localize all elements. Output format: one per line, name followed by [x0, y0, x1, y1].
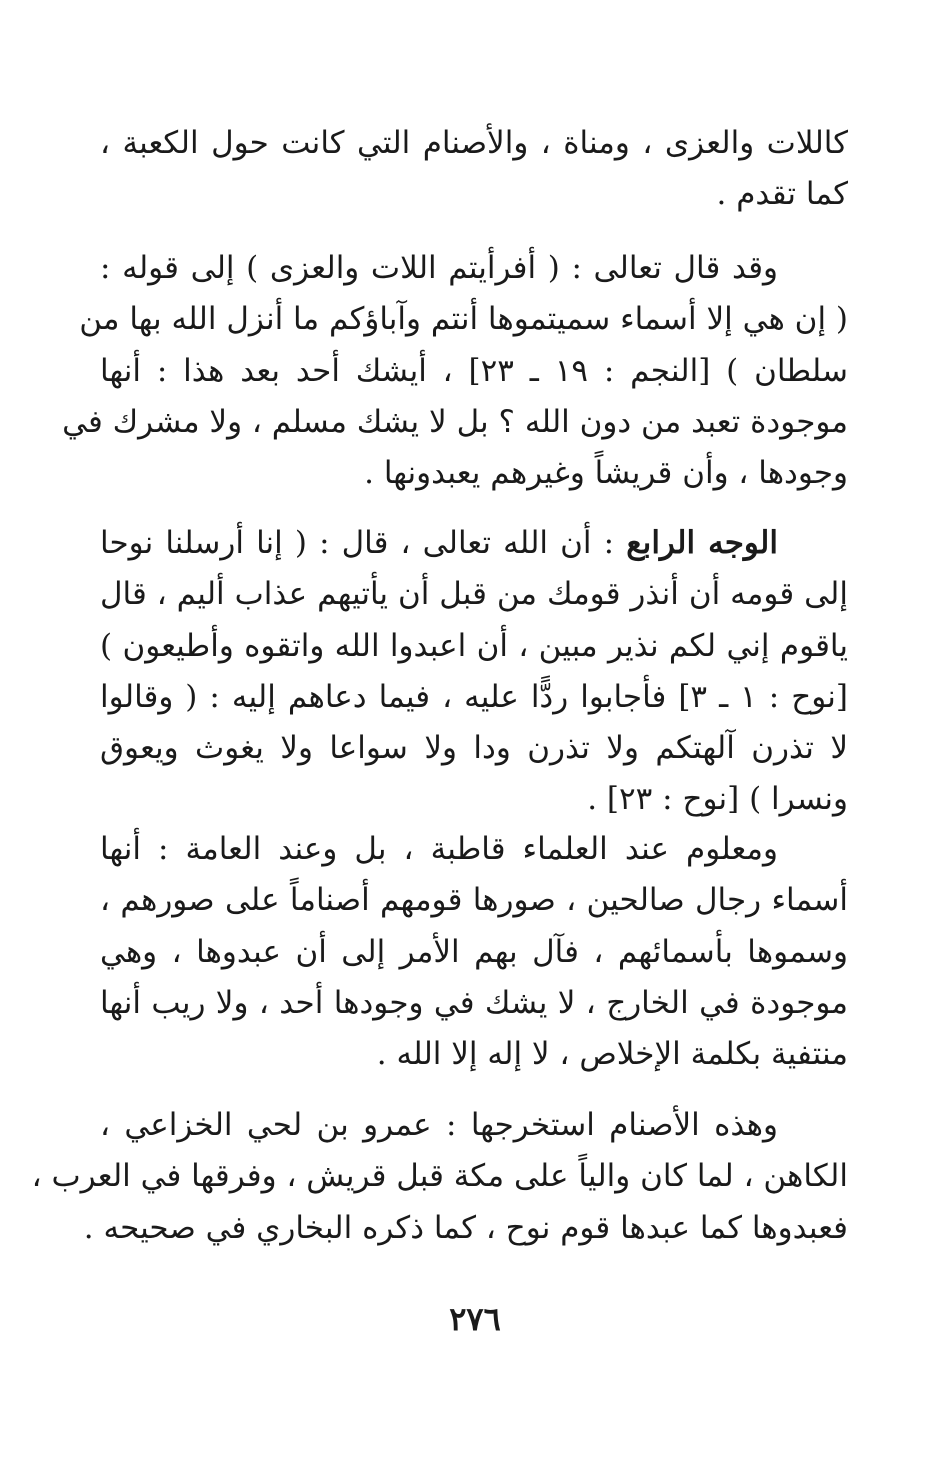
- text-line: ياقوم إني لكم نذير مبين ، أن اعبدوا الله واتقوه وأطيعون ): [100, 627, 848, 664]
- text-line: فعبدوها كما عبدها قوم نوح ، كما ذكره البخاري في صحيحه .: [83, 1209, 848, 1246]
- text-line: أسماء رجال صالحين ، صورها قومهم أصناماً على صورهم ،: [100, 882, 848, 919]
- text-line: سلطان ) [النجم : ١٩ ـ ٢٣] ، أيشك أحد بعد هذا : أنها: [100, 352, 848, 389]
- paragraph-1: [100, 118, 848, 221]
- paragraph-lead-heading: الوجه الرابع: [626, 525, 778, 561]
- text-line: وقد قال تعالى : ( أفرأيتم اللات والعزى ) إلى قوله :: [100, 250, 778, 286]
- paragraph-2: [62, 243, 848, 499]
- text-line: الكاهن ، لما كان والياً على مكة قبل قريش ، وفرقها في العرب ،: [31, 1158, 848, 1195]
- text-line: وسموها بأسمائهم ، فآل بهم الأمر إلى أن عبدوها ، وهي: [100, 933, 848, 970]
- text-line: كاللات والعزى ، ومناة ، والأصنام التي كانت حول الكعبة ،: [100, 125, 848, 161]
- text-line: كما تقدم .: [716, 176, 848, 213]
- text-line: موجودة تعبد من دون الله ؟ بل لا يشك مسلم ، ولا مشرك في: [62, 403, 848, 440]
- text-line: ومعلوم عند العلماء قاطبة ، بل وعند العامة : أنها: [100, 831, 778, 867]
- text-line: موجودة في الخارج ، لا يشك في وجودها أحد ، ولا ريب أنها: [100, 984, 848, 1021]
- text-line: إلى قومه أن أنذر قومك من قبل أن يأتيهم عذاب أليم ، قال: [100, 576, 848, 613]
- text-line: لا تذرن آلهتكم ولا تذرن ودا ولا سواعا ولا يغوث ويعوق: [100, 730, 848, 767]
- text-line: ( إن هي إلا أسماء سميتموها أنتم وآباؤكم ما أنزل الله بها من: [79, 301, 848, 338]
- text-line: [نوح : ١ ـ ٣] فأجابوا ردًّا عليه ، فيما دعاهم إليه : ( وقالوا: [100, 678, 848, 715]
- paragraph-5: [31, 1100, 848, 1254]
- text-line: وهذه الأصنام استخرجها : عمرو بن لحي الخزاعي ،: [100, 1107, 778, 1143]
- text-line: منتفية بكلمة الإخلاص ، لا إله إلا الله .: [376, 1036, 848, 1073]
- text-line: ونسرا ) [نوح : ٢٣] .: [587, 781, 848, 818]
- paragraph-3: [100, 518, 848, 826]
- text-line: [100, 518, 848, 569]
- paragraph-4: [100, 824, 848, 1080]
- page-number: ٢٧٦: [449, 1300, 501, 1338]
- text-line-rest: : أن الله تعالى ، قال : ( إنا أرسلنا نوحا: [100, 525, 627, 561]
- text-line: وجودها ، وأن قريشاً وغيرهم يعبدونها .: [364, 455, 848, 492]
